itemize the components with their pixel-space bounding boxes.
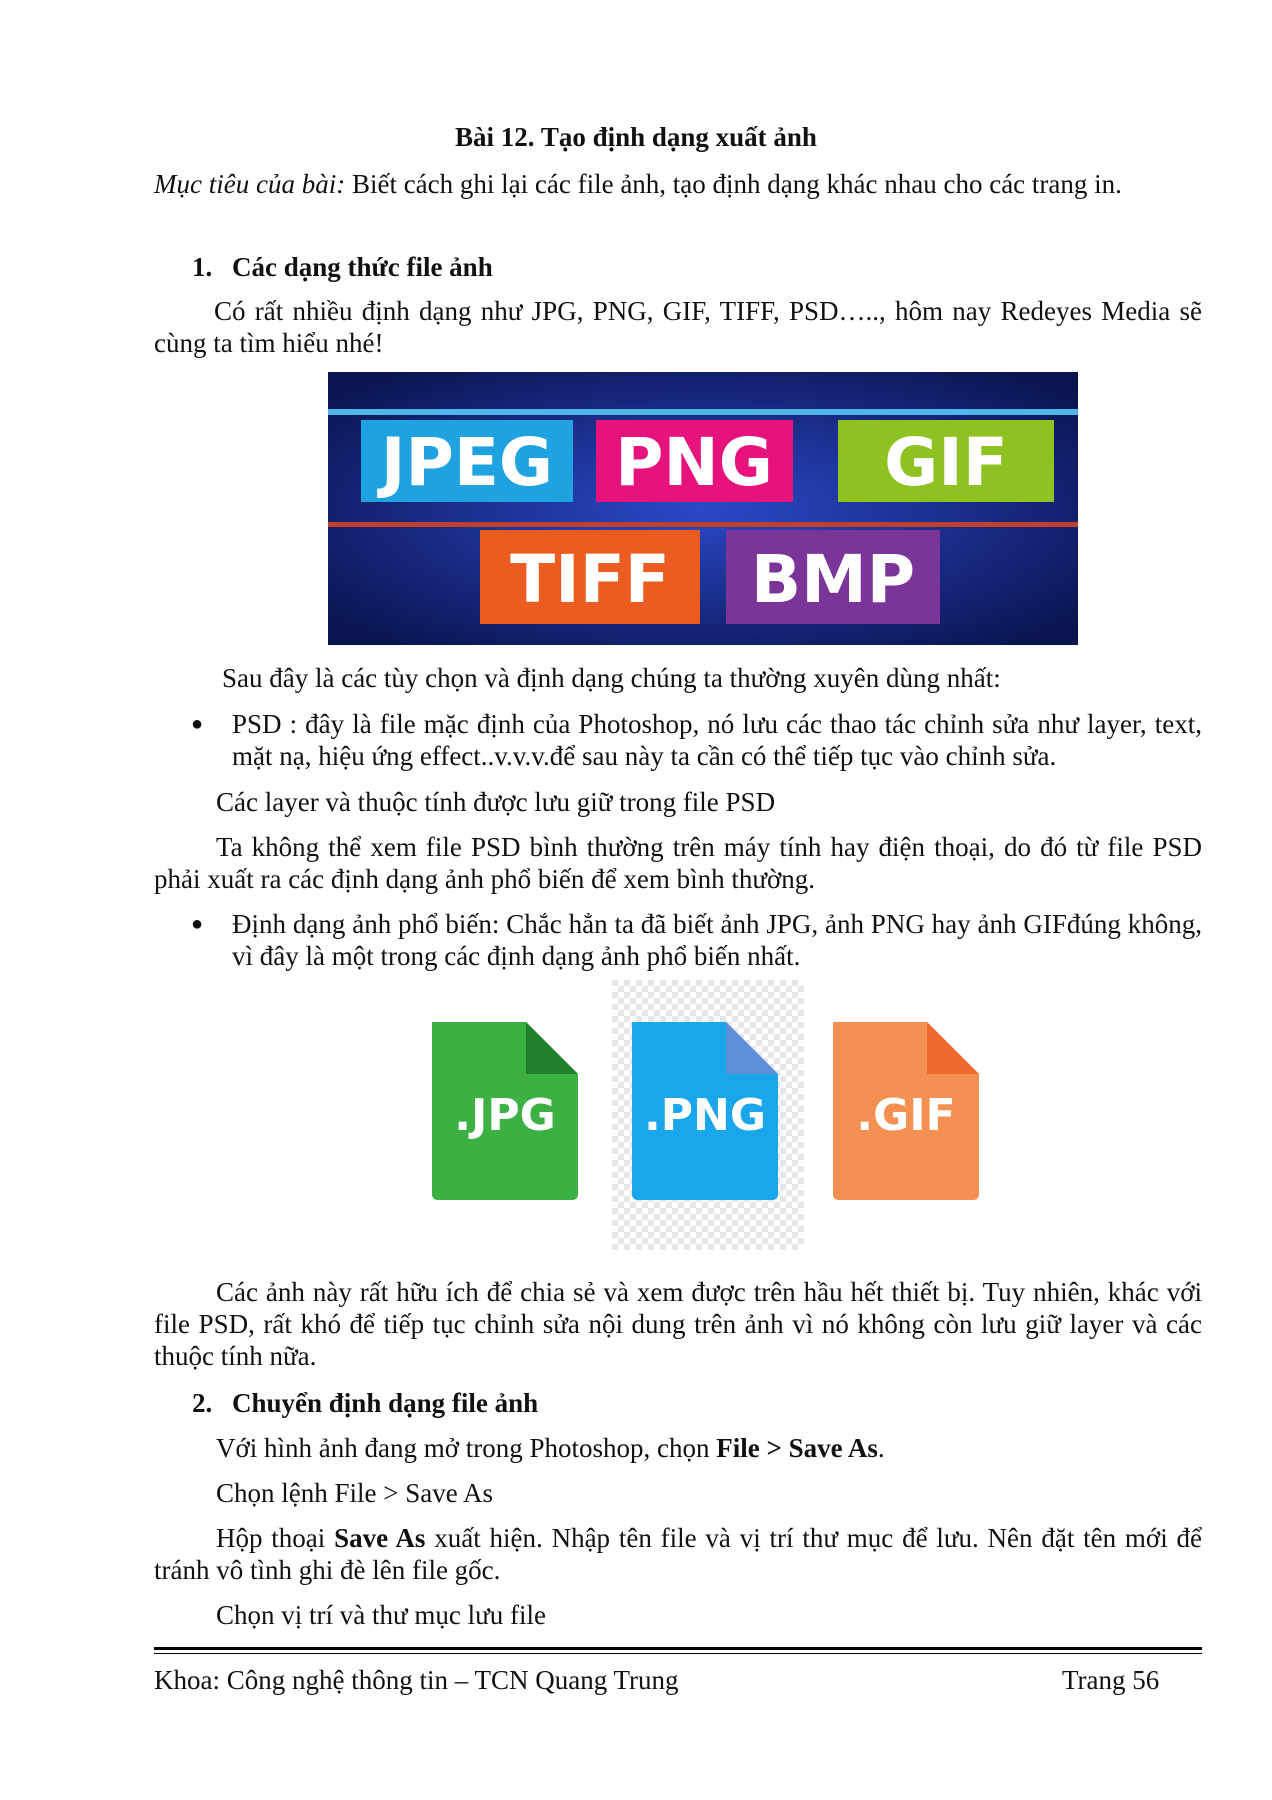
- footer-rule-thick: [154, 1647, 1202, 1650]
- tiff-label: TIFF: [510, 541, 670, 618]
- gif-file-icon: [833, 1022, 979, 1200]
- psd-bullet-marker: ●: [191, 713, 204, 735]
- png-label: PNG: [615, 424, 773, 501]
- psd-bullet-text: PSD : đây là file mặc định của Photoshop, nó lưu các thao tác chỉnh sửa như layer, text, mặt nạ, hiệu ứng effect..v.v.v.để sau này ta cần có thể tiếp tục vào chỉnh sửa.: [232, 709, 1202, 771]
- step-1-text: [216, 1432, 1202, 1464]
- png-label: .PNG: [644, 1090, 766, 1141]
- options-intro: Sau đây là các tùy chọn và định dạng chúng ta thường xuyên dùng nhất:: [222, 663, 1001, 693]
- section-1-title: Các dạng thức file ảnh: [232, 252, 493, 282]
- lesson-title: Bài 12. Tạo định dạng xuất ảnh: [455, 122, 817, 152]
- step-2-text: [154, 1522, 1202, 1586]
- footer-department: Khoa: Công nghệ thông tin – TCN Quang Trung: [154, 1665, 679, 1695]
- step-1-prefix: Với hình ảnh đang mở trong Photoshop, chọn: [216, 1433, 717, 1463]
- jpg-file-icon: [432, 1022, 578, 1200]
- step-2-dialog-name: Save As: [334, 1523, 426, 1553]
- step-2-suffix: xuất hiện. Nhập tên file và vị trí thư mục để lưu. Nên đặt tên mới để tránh vô tình ghi đè lên file gốc.: [154, 1523, 1202, 1585]
- footer-rule-thin: [154, 1653, 1202, 1654]
- footer-page-number: Trang 56: [1062, 1665, 1160, 1695]
- psd-caption: Các layer và thuộc tính được lưu giữ trong file PSD: [216, 787, 776, 817]
- step-2-prefix: Hộp thoại: [216, 1523, 335, 1553]
- section-2-title: Chuyển định dạng file ảnh: [232, 1388, 539, 1418]
- step-1-caption: Chọn lệnh File > Save As: [216, 1478, 493, 1508]
- file-type-icons-image: [420, 980, 1000, 1250]
- formats-intro: Có rất nhiều định dạng như JPG, PNG, GIF, TIFF, PSD….., hôm nay Redeyes Media sẽ cùng ta tìm hiểu nhé!: [154, 296, 1202, 358]
- formats-banner-image: [328, 372, 1078, 645]
- gif-label: GIF: [884, 424, 1008, 501]
- objective-label: Mục tiêu của bài:: [154, 169, 346, 199]
- step-2-caption: Chọn vị trí và thư mục lưu file: [216, 1600, 546, 1630]
- jpeg-label: JPEG: [380, 424, 554, 501]
- lesson-objective: [154, 168, 1202, 200]
- step-1-command: File > Save As: [716, 1433, 878, 1463]
- common-formats-bullet-marker: ●: [191, 913, 204, 935]
- section-1-number: 1.: [192, 252, 213, 282]
- gif-label: .GIF: [856, 1090, 956, 1141]
- bmp-label: BMP: [750, 541, 916, 618]
- jpg-label: .JPG: [454, 1090, 556, 1141]
- usage-note: Các ảnh này rất hữu ích để chia sẻ và xem được trên hầu hết thiết bị. Tuy nhiên, khác với file PSD, rất khó để tiếp tục chỉnh sửa nội dung trên ảnh vì nó không còn lưu giữ layer và các thuộc tính nữa.: [154, 1277, 1202, 1371]
- section-1-heading: [192, 251, 493, 283]
- objective-text: Biết cách ghi lại các file ảnh, tạo định dạng khác nhau cho các trang in.: [345, 169, 1122, 199]
- psd-note: Ta không thể xem file PSD bình thường trên máy tính hay điện thoại, do đó từ file PSD phải xuất ra các định dạng ảnh phổ biến để xem bình thường.: [154, 832, 1202, 894]
- common-formats-bullet-text: Định dạng ảnh phổ biến: Chắc hẳn ta đã biết ảnh JPG, ảnh PNG hay ảnh GIFđúng không, vì đây là một trong các định dạng ảnh phổ biến nhất.: [232, 909, 1202, 971]
- section-2-number: 2.: [192, 1388, 213, 1418]
- step-1-suffix: .: [877, 1433, 885, 1463]
- section-2-heading: [192, 1387, 538, 1419]
